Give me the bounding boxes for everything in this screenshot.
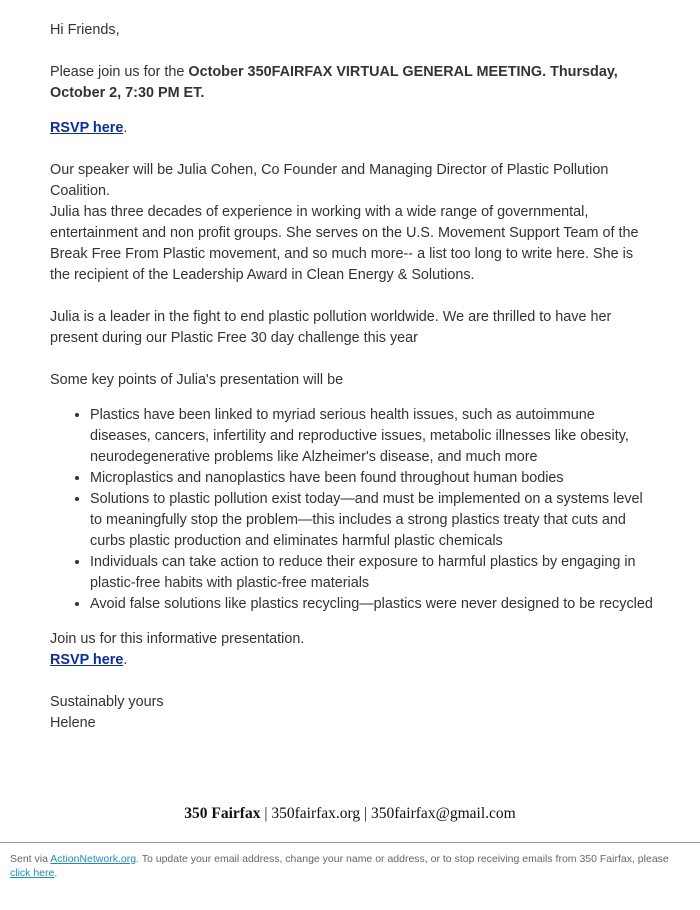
list-item: • Plastics have been linked to myriad serious health issues, such as autoimmune diseases, cancers, infertility and reproductive issues, metabolic illnesses like obesity, neurodegenerative problems like Alzheimer's disease, and much more — [90, 405, 655, 468]
org-name: 350 Fairfax — [184, 805, 261, 822]
invite-prefix: Please join us for the — [50, 64, 189, 80]
rsvp-link-bottom[interactable]: RSVP here — [50, 652, 124, 668]
footer-separator: | — [360, 805, 372, 822]
signoff: Sustainably yours — [50, 694, 164, 710]
rsvp-top-suffix: . — [123, 120, 128, 136]
greeting: Hi Friends, — [50, 22, 120, 38]
list-item: • Individuals can take action to reduce their exposure to harmful plastics by engaging in plastic-free habits with plastic-free materials — [90, 552, 655, 594]
footer-divider — [0, 842, 700, 843]
rsvp-bottom-suffix: . — [123, 652, 128, 668]
email-body — [50, 20, 655, 734]
join-line: Join us for this informative presentation. — [50, 631, 305, 647]
rsvp-bottom-paragraph — [50, 650, 655, 671]
key-points-intro: Some key points of Julia's presentation will be — [50, 372, 344, 388]
leader-paragraph: Julia is a leader in the fight to end plastic pollution worldwide. We are thrilled to have her present during our Plastic Free 30 day challenge this year — [50, 309, 612, 346]
notice-suffix: . — [54, 867, 58, 879]
list-item: • Microplastics and nanoplastics have been found throughout human bodies — [90, 468, 655, 489]
footer-separator: | — [260, 805, 272, 822]
click-here-link[interactable]: click here — [10, 867, 55, 879]
speaker-line: Our speaker will be Julia Cohen, Co Founder and Managing Director of Plastic Pollution Coalition. — [50, 162, 609, 199]
notice-prefix: Sent via — [10, 853, 51, 865]
rsvp-link-top[interactable]: RSVP here — [50, 120, 124, 136]
actionnetwork-link[interactable]: ActionNetwork.org — [50, 853, 137, 865]
signature: Helene — [50, 715, 96, 731]
notice-middle: . To update your email address, change your name or address, or to stop receiving emails from 350 Fairfax, please — [136, 853, 669, 865]
org-email: 350fairfax@gmail.com — [371, 805, 516, 822]
rsvp-top-paragraph — [50, 118, 655, 139]
meeting-details: October 350FAIRFAX VIRTUAL GENERAL MEETING. Thursday, October 2, 7:30 PM ET. — [50, 64, 618, 101]
key-points-list — [50, 405, 655, 615]
org-website: 350fairfax.org — [271, 805, 361, 822]
speaker-bio: Julia has three decades of experience in working with a wide range of governmental, entertainment and non profit groups. She serves on the U.S. Movement Support Team of the Break Free From Plastic movement, and so much more-- a list too long to write here. She is the recipient of the Leadership Award in Clean Energy & Solutions. — [50, 204, 639, 283]
invite-paragraph — [50, 62, 655, 104]
list-item: • Solutions to plastic pollution exist today—and must be implemented on a systems level to meaningfully stop the problem—this includes a strong plastics treaty that cuts and curbs plastic production and eliminates harmful plastic chemicals — [90, 489, 655, 552]
org-footer — [0, 805, 700, 823]
list-item: • Avoid false solutions like plastics recycling—plastics were never designed to be recycled — [90, 594, 655, 615]
unsubscribe-notice — [10, 852, 690, 880]
